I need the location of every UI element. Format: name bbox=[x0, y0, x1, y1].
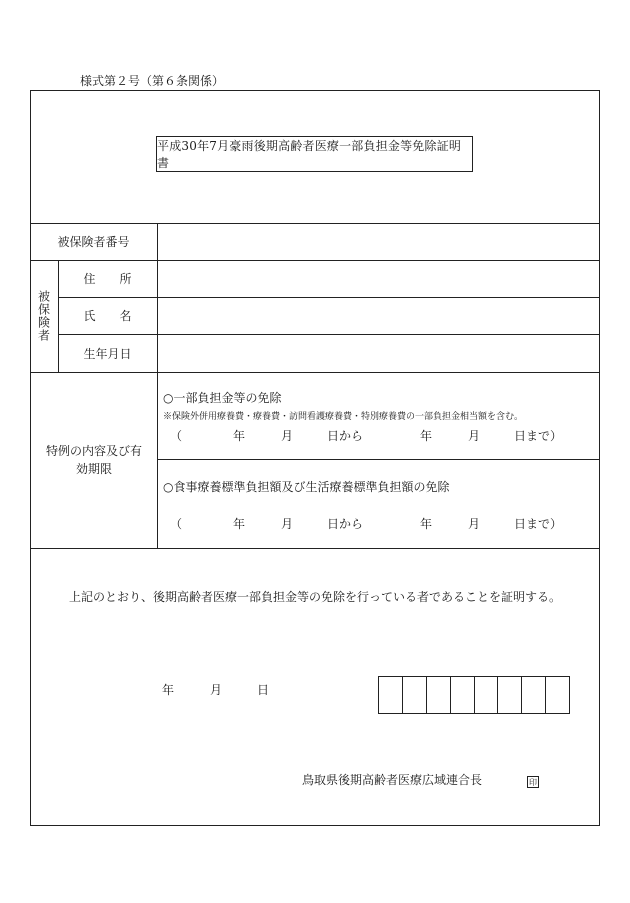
divider bbox=[157, 459, 600, 460]
start-day: 日から bbox=[327, 429, 364, 443]
insurer-number-cell[interactable] bbox=[546, 677, 569, 713]
exemption-period-label: 特例の内容及び有効期限 bbox=[45, 444, 142, 476]
end-day: 日まで） bbox=[514, 429, 563, 443]
address-field[interactable] bbox=[158, 261, 599, 297]
insurer-number-cell[interactable] bbox=[451, 677, 475, 713]
insured-number-label: 被保険者番号 bbox=[57, 235, 130, 249]
certification-text: 上記のとおり、後期高齢者医療一部負担金等の免除を行っている者であることを証明する。 bbox=[68, 590, 561, 604]
insurer-number-cell[interactable] bbox=[427, 677, 451, 713]
insurer-number-cell[interactable] bbox=[475, 677, 499, 713]
end-day: 日まで） bbox=[514, 517, 563, 531]
insurer-number-cell[interactable] bbox=[498, 677, 522, 713]
divider bbox=[30, 548, 600, 549]
start-year: 年 bbox=[233, 429, 246, 443]
start-day: 日から bbox=[327, 517, 364, 531]
end-year: 年 bbox=[420, 429, 433, 443]
insurer-number-boxes bbox=[378, 676, 570, 714]
insurer-number-cell[interactable] bbox=[522, 677, 546, 713]
insurer-number-cell[interactable] bbox=[379, 677, 403, 713]
issuer-name: 鳥取県後期高齢者医療広域連合長 bbox=[302, 773, 483, 787]
insurer-number-cell[interactable] bbox=[403, 677, 427, 713]
birthdate-field[interactable] bbox=[158, 335, 599, 372]
start-year: 年 bbox=[233, 517, 246, 531]
exemption-heading: ○一部負担金等の免除 bbox=[163, 391, 282, 405]
form-number: 様式第２号（第６条関係） bbox=[80, 74, 225, 88]
period-open: （ bbox=[170, 517, 183, 531]
issue-day: 日 bbox=[257, 683, 270, 697]
name-label: 氏 名 bbox=[83, 309, 132, 323]
issue-month: 月 bbox=[210, 683, 223, 697]
start-month: 月 bbox=[281, 517, 294, 531]
birthdate-label: 生年月日 bbox=[83, 346, 132, 361]
insured-number-field[interactable] bbox=[158, 224, 599, 260]
certificate-title: 平成30年7月豪雨後期高齢者医療一部負担金等免除証明書 bbox=[156, 136, 473, 172]
exemption-note: ※保険外併用療養費・療養費・訪問看護療養費・特別療養費の一部負担金相当額を含む。 bbox=[163, 412, 524, 422]
period-open: （ bbox=[170, 429, 183, 443]
issue-year: 年 bbox=[162, 683, 175, 697]
name-field[interactable] bbox=[158, 298, 599, 334]
seal-mark: 印 bbox=[529, 778, 537, 787]
start-month: 月 bbox=[281, 429, 294, 443]
address-label: 住 所 bbox=[83, 272, 132, 286]
end-year: 年 bbox=[420, 517, 433, 531]
end-month: 月 bbox=[468, 429, 481, 443]
exemption-heading: ○食事療養標準負担額及び生活療養標準負担額の免除 bbox=[163, 480, 450, 494]
insured-group-label: 被保険者 bbox=[36, 290, 51, 342]
end-month: 月 bbox=[468, 517, 481, 531]
